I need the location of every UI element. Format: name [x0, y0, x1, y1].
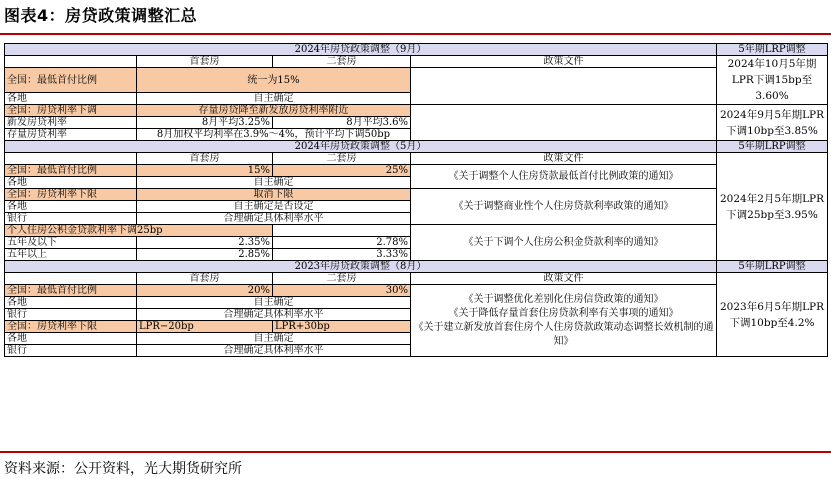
row-label: 全国：最低首付比例	[5, 165, 137, 177]
page-title: 图表4：房贷政策调整汇总	[4, 6, 198, 25]
row-value-second: 25%	[273, 165, 411, 177]
source-note: 资料来源：公开资料，光大期货研究所	[4, 461, 242, 477]
policy-doc: 《关于降低存量首套住房贷款利率有关事项的通知》	[448, 307, 679, 319]
lpr-header: 5年期LRP调整	[717, 261, 828, 273]
row-label: 全国：房贷利率下调	[5, 105, 137, 117]
lpr-cell-2024-09: 2024年9月5年期LPR下调10bp至3.85%	[717, 105, 828, 141]
row-label: 各地	[5, 93, 137, 105]
row-label: 个人住房公积金贷款利率下调25bp	[5, 225, 273, 237]
col-header-first-home: 首套房	[137, 273, 273, 285]
col-header-doc: 政策文件	[411, 273, 717, 285]
row-label: 各地	[5, 333, 137, 345]
row-value: 8月加权平均利率在3.9%～4%，预计平均下调50bp	[137, 129, 411, 141]
row-value: 合理确定具体利率水平	[137, 345, 411, 357]
row-label: 银行	[5, 309, 137, 321]
section-title-2024-09: 2024年房贷政策调整（9月）	[5, 44, 717, 56]
row-label: 各地	[5, 297, 137, 309]
section-title-2024-05: 2024年房贷政策调整（5月）	[5, 141, 717, 153]
row-value: 统一为15%	[137, 68, 411, 93]
col-header-second-home: 二套房	[273, 153, 411, 165]
policy-doc: 《关于建立新发放首套住房个人住房贷款政策动态调整长效机制的通知》	[413, 321, 714, 347]
row-value-first: 8月平均3.25%	[137, 117, 273, 129]
row-label: 银行	[5, 213, 137, 225]
row-value: 合理确定具体利率水平	[137, 309, 411, 321]
blank-cell	[273, 225, 411, 237]
row-value-first: LPR−20bp	[137, 321, 273, 333]
row-value: 自主确定	[137, 333, 411, 345]
row-value-first: 20%	[137, 285, 273, 297]
row-value-second: LPR+30bp	[273, 321, 411, 333]
row-value: 自主确定是否设定	[137, 201, 411, 213]
row-label: 全国：最低首付比例	[5, 285, 137, 297]
row-value-second: 30%	[273, 285, 411, 297]
policy-doc: 《关于调整商业性个人住房贷款利率政策的通知》	[411, 189, 717, 225]
policy-doc-group	[411, 285, 717, 357]
row-label: 全国：最低首付比例	[5, 68, 137, 93]
row-value: 取消下限	[137, 189, 411, 201]
source-divider	[0, 451, 831, 453]
housing-loan-policy-table	[4, 43, 828, 357]
row-value-second: 3.33%	[273, 249, 411, 261]
lpr-cell-2023-06: 2023年6月5年期LPR下调10bp至4.2%	[717, 273, 828, 357]
title-divider	[0, 33, 831, 35]
row-value-second: 2.78%	[273, 237, 411, 249]
row-label: 全国：房贷利率下限	[5, 189, 137, 201]
doc-cell-empty	[411, 68, 717, 105]
lpr-header: 5年期LRP调整	[717, 141, 828, 153]
col-header-doc: 政策文件	[411, 153, 717, 165]
col-header-second-home: 二套房	[273, 273, 411, 285]
lpr-cell-2024-10: 2024年10月5年期LPR下调15bp至3.60%	[717, 56, 828, 105]
row-label: 各地	[5, 177, 137, 189]
row-value-second: 8月平均3.6%	[273, 117, 411, 129]
row-label: 五年及以下	[5, 237, 137, 249]
doc-cell-empty	[411, 105, 717, 141]
policy-doc: 《关于下调个人住房公积金贷款利率的通知》	[411, 225, 717, 261]
col-header-first-home: 首套房	[137, 56, 273, 68]
lpr-header: 5年期LRP调整	[717, 44, 828, 56]
row-label: 各地	[5, 201, 137, 213]
col-header-second-home: 二套房	[273, 56, 411, 68]
row-value: 存量房贷降至新发放房贷利率附近	[137, 105, 411, 117]
row-value-first: 15%	[137, 165, 273, 177]
policy-doc: 《关于调整优化差别化住房信贷政策的通知》	[463, 293, 664, 305]
col-header-doc: 政策文件	[411, 56, 717, 68]
lpr-cell-2024-02: 2024年2月5年期LPR下调25bp至3.95%	[717, 153, 828, 261]
row-label: 新发房贷利率	[5, 117, 137, 129]
policy-doc: 《关于调整个人住房贷款最低首付比例政策的通知》	[411, 165, 717, 189]
row-value: 自主确定	[137, 93, 411, 105]
row-label: 全国：房贷利率下限	[5, 321, 137, 333]
blank-cell	[5, 56, 137, 68]
row-value: 自主确定	[137, 177, 411, 189]
row-label: 存量房贷利率	[5, 129, 137, 141]
row-value-first: 2.35%	[137, 237, 273, 249]
row-label: 五年以上	[5, 249, 137, 261]
blank-cell	[5, 153, 137, 165]
row-label: 银行	[5, 345, 137, 357]
blank-cell	[5, 273, 137, 285]
section-title-2023-08: 2023年房贷政策调整（8月）	[5, 261, 717, 273]
row-value: 自主确定	[137, 297, 411, 309]
row-value: 合理确定具体利率水平	[137, 213, 411, 225]
col-header-first-home: 首套房	[137, 153, 273, 165]
row-value-first: 2.85%	[137, 249, 273, 261]
